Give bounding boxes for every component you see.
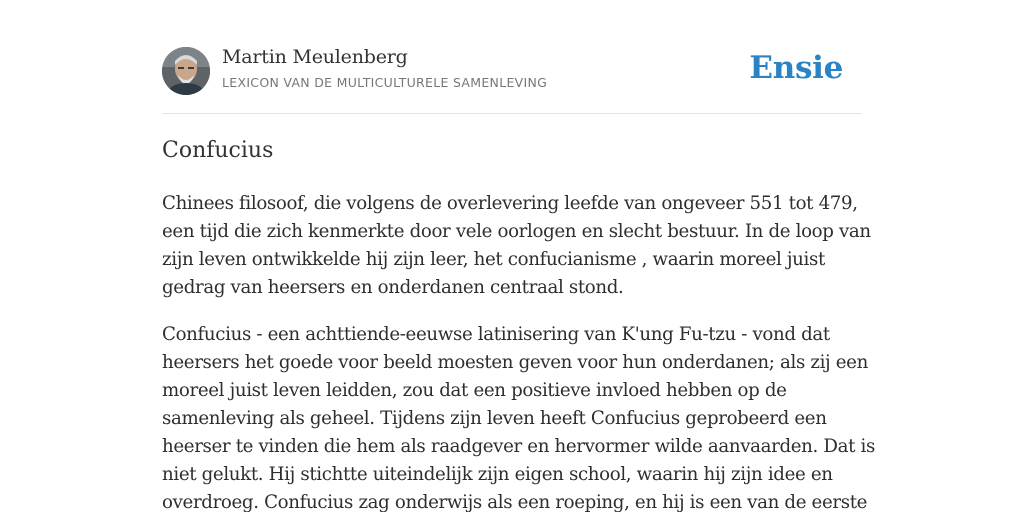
article-header (162, 0, 862, 114)
text-line: overdroeg. Confucius zag onderwijs als een roeping, en hij is een van de eerste (162, 492, 868, 512)
publication-name[interactable]: LEXICON VAN DE MULTICULTURELE SAMENLEVING (222, 75, 548, 90)
text-line: niet gelukt. Hij stichtte uiteindelijk zijn eigen school, waarin hij zijn idee en (162, 464, 833, 485)
author-name[interactable]: Martin Meulenberg (222, 46, 408, 68)
text-line: gedrag van heersers en onderdanen centraal stond. (162, 277, 624, 298)
article-title: Confucius (162, 138, 274, 163)
text-line: moreel juist leven leidden, zou dat een positieve invloed hebben op de (162, 380, 787, 401)
text-line: een tijd die zich kenmerkte door vele oorlogen en slecht bestuur. In de loop van (162, 221, 871, 242)
page-container (162, 0, 875, 512)
text-line: Confucius - een achttiende-eeuwse latinisering van K'ung Fu-tzu - vond dat (162, 324, 830, 345)
author-portrait-icon (162, 47, 210, 95)
article-paragraph (162, 321, 875, 512)
text-line: Chinees filosoof, die volgens de overlevering leefde van ongeveer 551 tot 479, (162, 193, 858, 214)
brand-logo[interactable]: Ensie (749, 50, 843, 86)
text-line: heersers het goede voor beeld moesten geven voor hun onderdanen; als zij een (162, 352, 868, 373)
text-line: zijn leven ontwikkelde hij zijn leer, het confucianisme , waarin moreel juist (162, 249, 825, 270)
text-line: samenleving als geheel. Tijdens zijn leven heeft Confucius geprobeerd een (162, 408, 827, 429)
article-paragraph (162, 190, 871, 302)
text-line: heerser te vinden die hem als raadgever en hervormer wilde aanvaarden. Dat is (162, 436, 875, 457)
author-avatar[interactable] (162, 47, 210, 95)
article-body (162, 190, 875, 512)
